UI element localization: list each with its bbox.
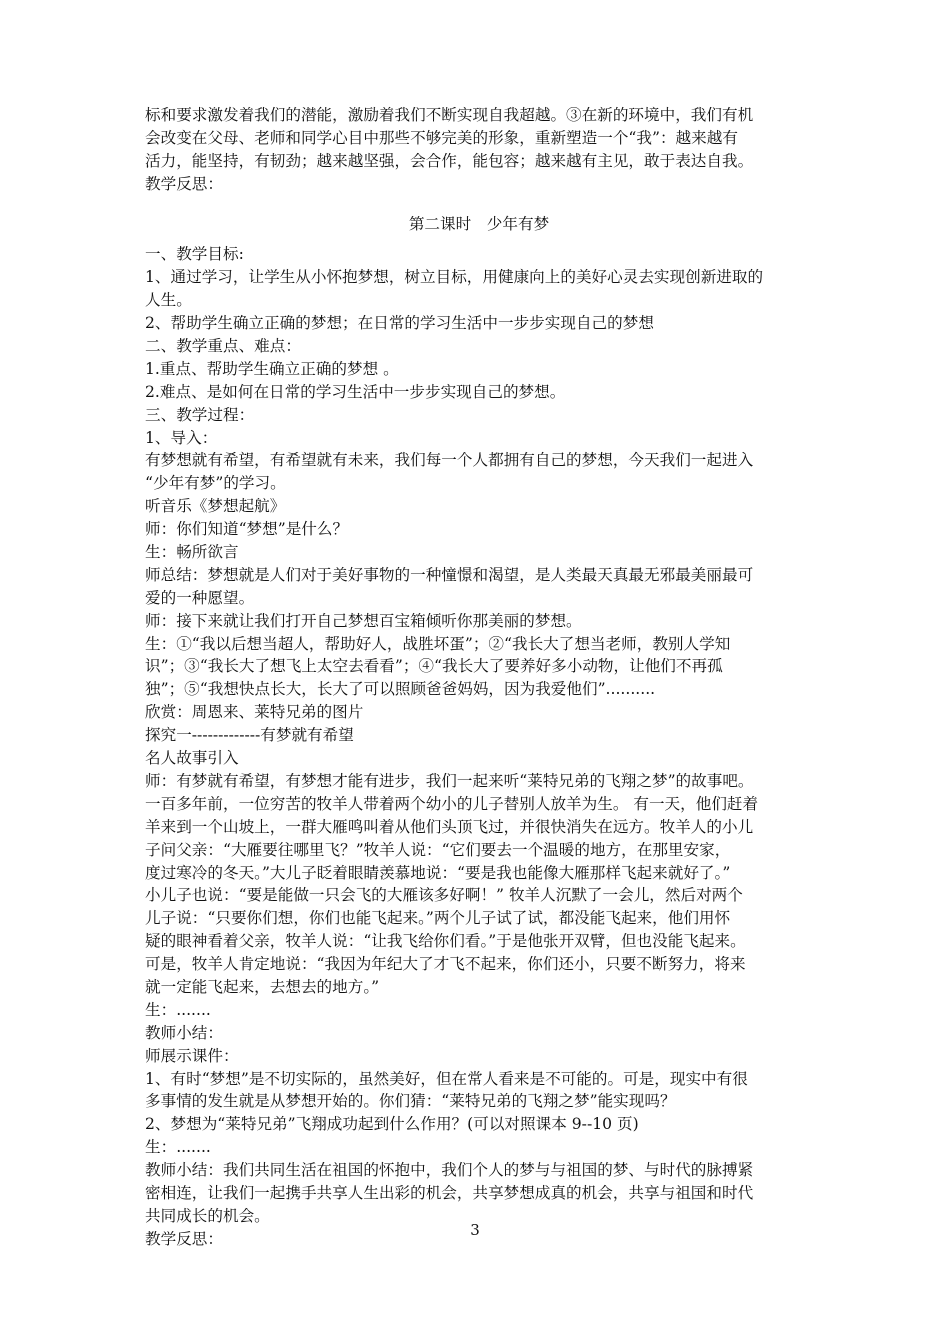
text-line: 一百多年前，一位穷苦的牧羊人带着两个幼小的儿子替别人放羊为生。 有一天，他们赶着 — [145, 794, 759, 813]
text-line: 教师小结：我们共同生活在祖国的怀抱中，我们个人的梦与与祖国的梦、与时代的脉搏紧 — [145, 1161, 754, 1180]
text-line: 多事情的发生就是从梦想开始的。你们猜：“莱特兄弟的飞翔之梦”能实现吗？ — [145, 1092, 676, 1111]
text-line: 师总结：梦想就是人们对于美好事物的一种憧憬和渴望，是人类最天真最无邪最美丽最可 — [145, 565, 754, 584]
text-line: 有梦想就有希望，有希望就有未来，我们每一个人都拥有自己的梦想，今天我们一起进入 — [145, 451, 754, 470]
text-line: 师展示课件： — [145, 1046, 239, 1065]
text-line: 度过寒冷的冬天。”大儿子眨着眼睛羡慕地说：“要是我也能像大雁那样飞起来就好了。” — [145, 863, 731, 882]
text-line: 识”；③“我长大了想飞上太空去看看”；④“我长大了要养好多小动物，让他们不再孤 — [145, 657, 723, 676]
text-line: 师：你们知道“梦想”是什么？ — [145, 520, 349, 539]
text-line: “少年有梦”的学习。 — [145, 474, 286, 493]
text-line: 师：有梦就有希望，有梦想才能有进步，我们一起来听“莱特兄弟的飞翔之梦”的故事吧。 — [145, 771, 754, 790]
text-line: 师：接下来就让我们打开自己梦想百宝箱倾听你那美丽的梦想。 — [145, 611, 582, 630]
page-number: 3 — [470, 1221, 480, 1239]
text-line: 一、教学目标: — [145, 245, 244, 264]
text-line: 独”；⑤“我想快点长大，长大了可以照顾爸爸妈妈，因为我爱他们”.......... — [145, 680, 656, 699]
text-line: 1.重点、帮助学生确立正确的梦想 。 — [145, 359, 399, 378]
text-line: 2、梦想为“莱特兄弟”飞翔成功起到什么作用？(可以对照课本 9--10 页) — [145, 1115, 639, 1134]
text-line: 听音乐《梦想起航》 — [145, 497, 286, 516]
text-line: 小儿子也说：“要是能做一只会飞的大雁该多好啊！” 牧羊人沉默了一会儿，然后对两个 — [145, 886, 743, 905]
text-line: 生：畅所欲言 — [145, 543, 239, 562]
text-line: 探究一-------------有梦就有希望 — [145, 726, 354, 745]
text-line: 生：....... — [145, 1138, 211, 1157]
text-line: 疑的眼神看着父亲，牧羊人说：“让我飞给你们看。”于是他张开双臂，但也没能飞起来。 — [145, 932, 746, 951]
text-line: 1、通过学习，让学生从小怀抱梦想，树立目标，用健康向上的美好心灵去实现创新进取的 — [145, 268, 764, 287]
text-line: 三、教学过程： — [145, 405, 255, 424]
text-line: 名人故事引入 — [145, 749, 239, 768]
text-line: 就一定能飞起来，去想去的地方。” — [145, 977, 380, 996]
text-line: 教学反思： — [145, 174, 223, 193]
text-line: 2、帮助学生确立正确的梦想；在日常的学习生活中一步步实现自己的梦想 — [145, 314, 654, 333]
text-line: 教学反思： — [145, 1229, 223, 1248]
document-page — [145, 104, 813, 1251]
text-line: 密相连，让我们一起携手共享人生出彩的机会，共享梦想成真的机会，共享与祖国和时代 — [145, 1183, 754, 1202]
text-line: 儿子说：“只要你们想，你们也能飞起来。”两个儿子试了试，都没能飞起来，他们用怀 — [145, 909, 731, 928]
text-line: 1、有时“梦想”是不切实际的，虽然美好，但在常人看来是不可能的。可是，现实中有很 — [145, 1069, 748, 1088]
text-line: 可是，牧羊人肯定地说：“我因为年纪大了才飞不起来，你们还小，只要不断努力，将来 — [145, 955, 746, 974]
text-line: 子问父亲：“大雁要往哪里飞？”牧羊人说：“它们要去一个温暖的地方，在那里安家， — [145, 840, 731, 859]
text-line: 活力，能坚持，有韧劲；越来越坚强，会合作，能包容；越来越有主见，敢于表达自我。 — [145, 151, 754, 170]
text-line: 2.难点、是如何在日常的学习生活中一步步实现自己的梦想。 — [145, 382, 566, 401]
text-line: 共同成长的机会。 — [145, 1206, 270, 1225]
text-line: 教师小结： — [145, 1023, 223, 1042]
text-line: 欣赏：周恩来、莱特兄弟的图片 — [145, 703, 364, 722]
intro-paragraph — [145, 104, 813, 196]
text-line: 爱的一种愿望。 — [145, 588, 255, 607]
text-line: 会改变在父母、老师和同学心目中那些不够完美的形象，重新塑造一个“我”：越来越有 — [145, 128, 738, 147]
text-line: 生：①“我以后想当超人，帮助好人，战胜坏蛋”；②“我长大了想当老师，教别人学知 — [145, 634, 731, 653]
text-line: 生：....... — [145, 1000, 211, 1019]
text-line: 羊来到一个山坡上，一群大雁鸣叫着从他们头顶飞过，并很快消失在远方。牧羊人的小儿 — [145, 817, 754, 836]
text-line: 1、导入： — [145, 428, 218, 447]
text-line: 二、教学重点、难点： — [145, 337, 301, 356]
lesson-body — [145, 243, 813, 1250]
text-line: 标和要求激发着我们的潜能，激励着我们不断实现自我超越。③在新的环境中，我们有机 — [145, 106, 754, 124]
section-title: 第二课时 少年有梦 — [408, 214, 550, 233]
text-line: 人生。 — [145, 291, 192, 310]
